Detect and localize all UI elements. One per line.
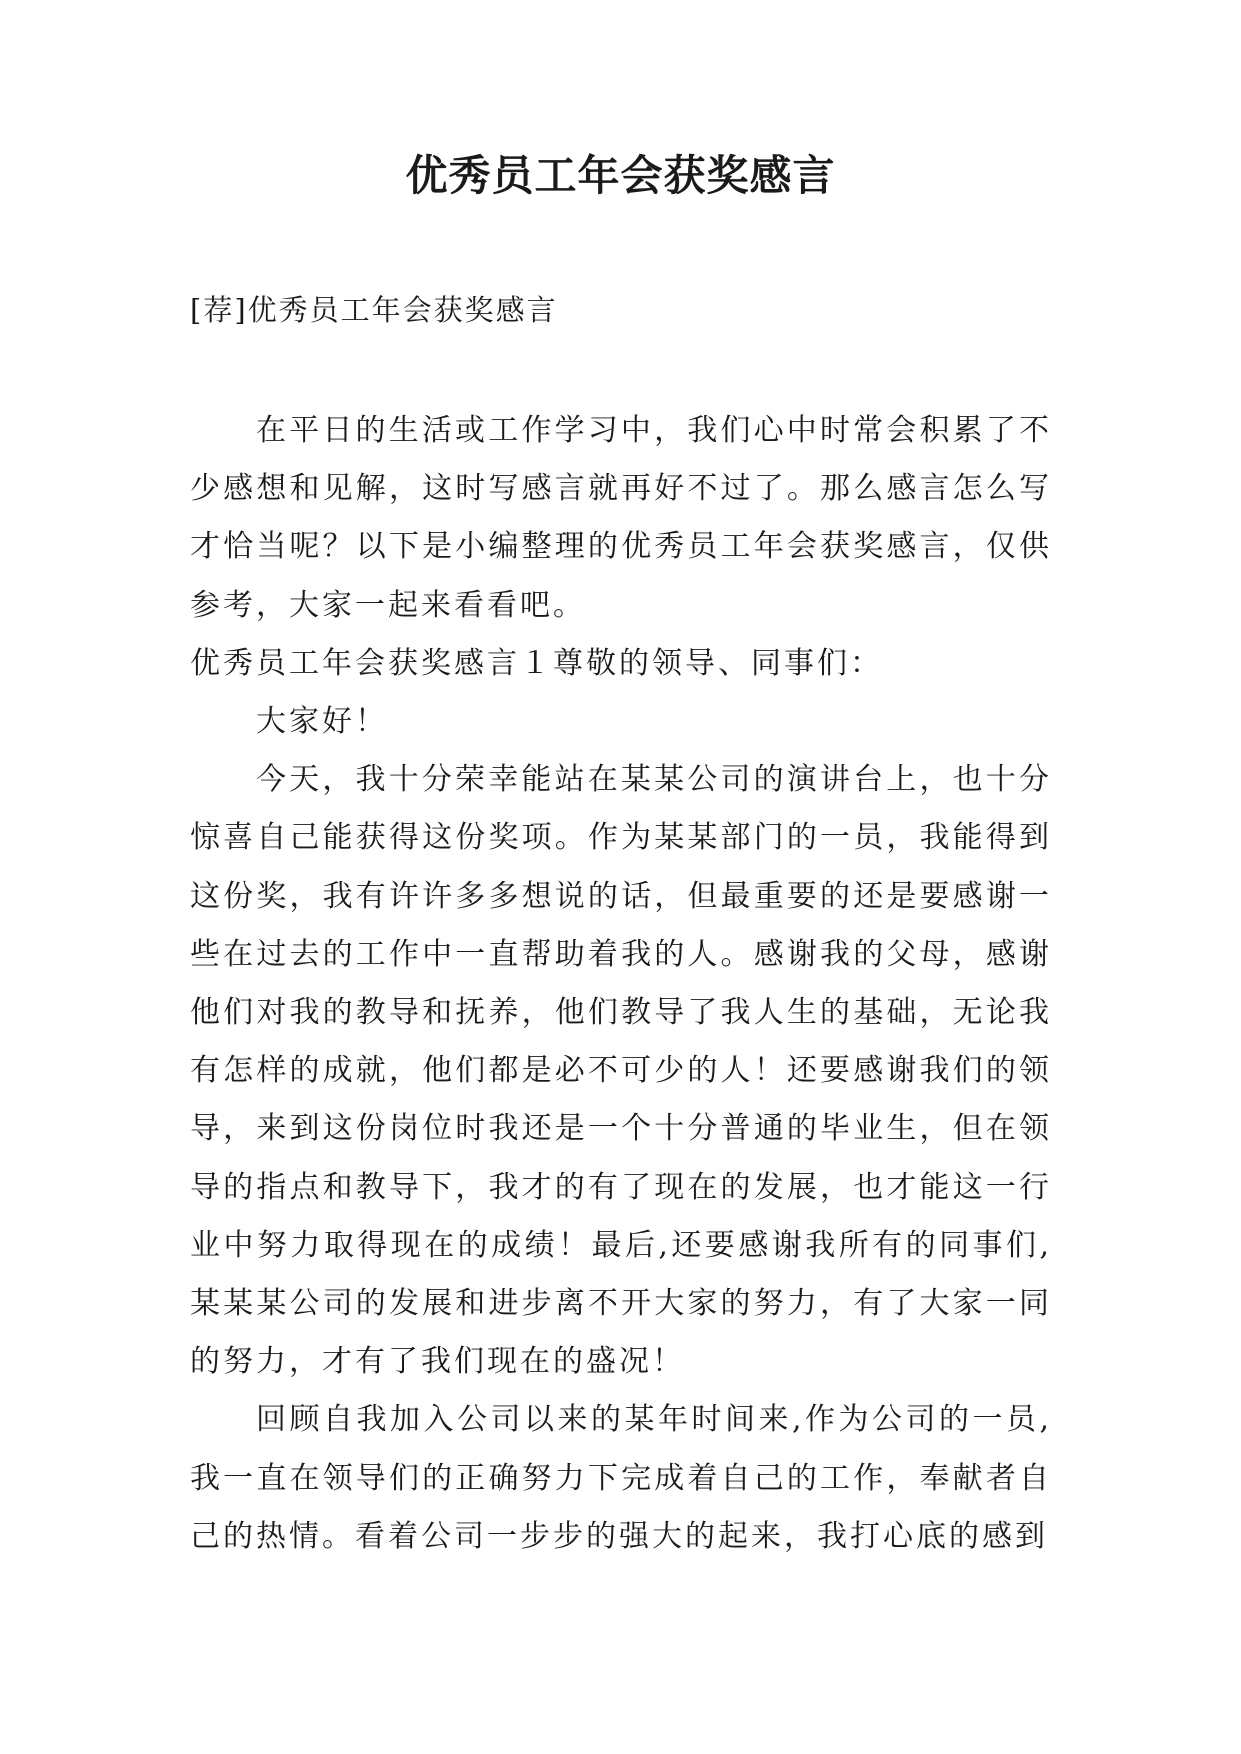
body-paragraph: 今天，我十分荣幸能站在某某公司的演讲台上，也十分惊喜自己能获得这份奖项。作为某某部门的一员，我能得到这份奖，我有许许多多想说的话，但最重要的还是要感谢一些在过去的工作中一直帮助着我的人。感谢我的父母，感谢他们对我的教导和抚养，他们教导了我人生的基础，无论我有怎样的成就，他们都是必不可少的人！还要感谢我们的领导，来到这份岗位时我还是一个十分普通的毕业生，但在领导的指点和教导下，我才的有了现在的发展，也才能这一行业中努力取得现在的成绩！最后,还要感谢我所有的同事们,某某某公司的发展和进步离不开大家的努力，有了大家一同的努力，才有了我们现在的盛况！ [190,762,1052,1380]
document-subtitle: [荐]优秀员工年会获奖感言 [190,293,558,327]
body-paragraph: 回顾自我加入公司以来的某年时间来,作为公司的一员,我一直在领导们的正确努力下完成着自己的工作，奉献者自己的热情。看着公司一步步的强大的起来，我打心底的感到 [190,1402,1052,1554]
document-title: 优秀员工年会获奖感言 [405,151,836,200]
section-heading: 优秀员工年会获奖感言１尊敬的领导、同事们： [190,645,883,681]
greeting-paragraph: 大家好！ [256,704,388,740]
document-body [190,402,1052,1566]
intro-paragraph: 在平日的生活或工作学习中，我们心中时常会积累了不少感想和见解，这时写感言就再好不过了。那么感言怎么写才恰当呢？以下是小编整理的优秀员工年会获奖感言，仅供参考，大家一起来看看吧。 [190,413,1052,623]
